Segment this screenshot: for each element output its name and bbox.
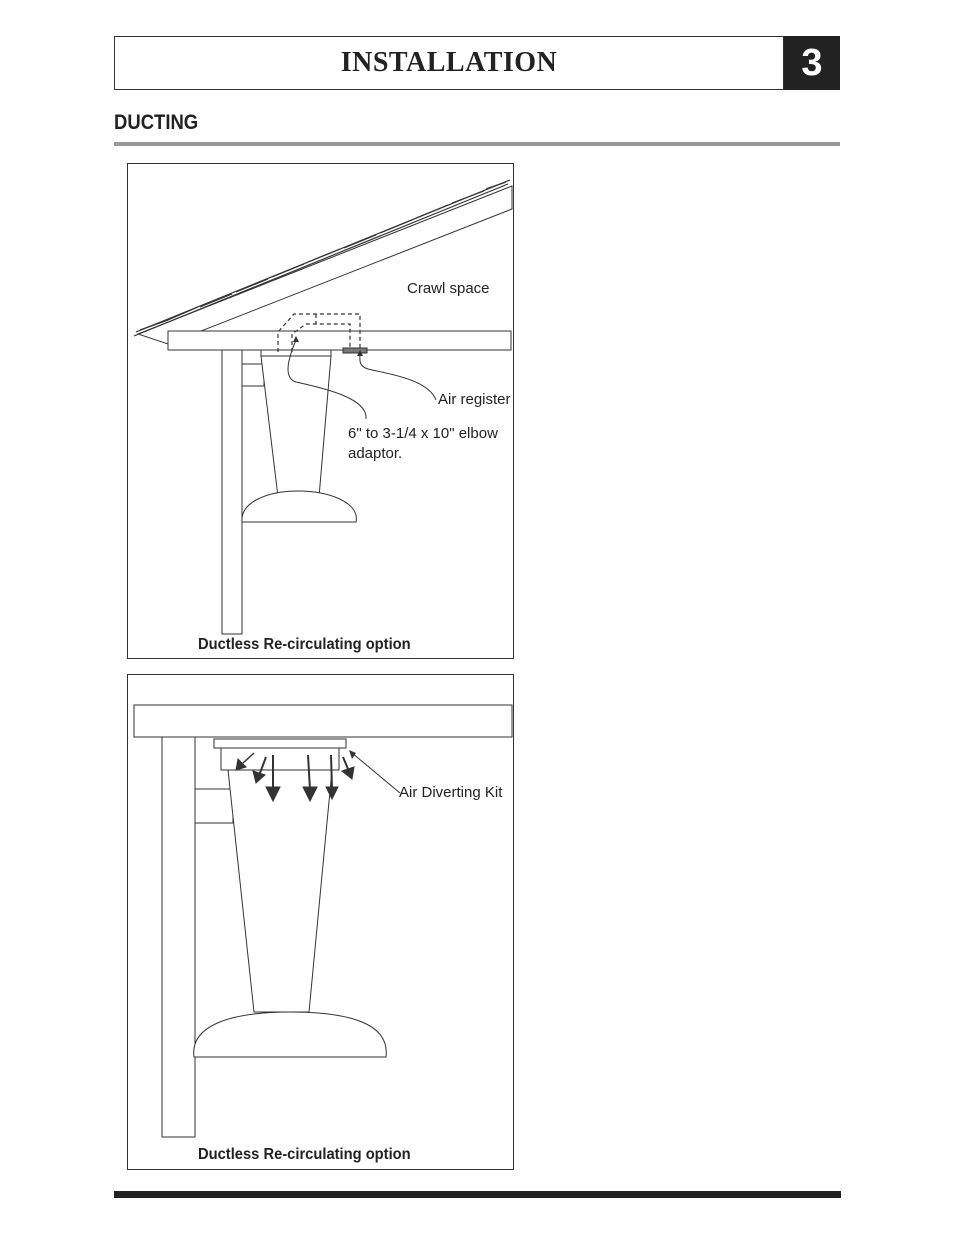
illustration-crawl-space (128, 164, 514, 659)
illustration-air-diverting (128, 675, 514, 1170)
chapter-number-badge: 3 (784, 36, 840, 90)
figure-ducted-crawl-space (127, 163, 514, 659)
label-elbow-adaptor: 6" to 3-1/4 x 10" elbow adaptor. (348, 425, 498, 462)
page-title: INSTALLATION (340, 47, 558, 78)
label-crawl-space: Crawl space (407, 280, 490, 297)
figure-caption: Ductless Re-circulating option (198, 636, 411, 653)
figure-air-diverting-kit (127, 674, 514, 1170)
section-divider (114, 142, 840, 146)
figure-caption: Ductless Re-circulating option (198, 1146, 411, 1163)
label-air-register: Air register (438, 391, 511, 408)
header-box (114, 36, 784, 90)
section-title: DUCTING (114, 111, 199, 134)
footer-rule (114, 1191, 841, 1198)
label-air-diverting-kit: Air Diverting Kit (399, 784, 503, 801)
